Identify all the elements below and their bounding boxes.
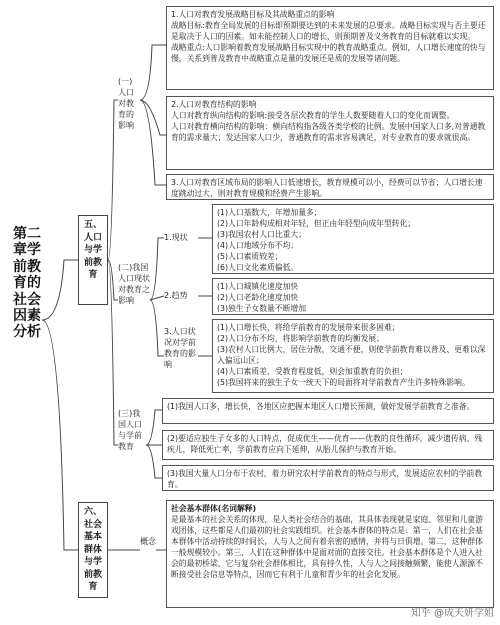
p1-box2-para-1: 人口对教育纵向结构的影响:接受各层次教育的学生人数要随着人口的变化而调整。	[171, 111, 455, 120]
section-6-title: 六、社会基本群体与学前教育	[78, 502, 108, 598]
p2-sub1-items	[212, 204, 494, 274]
list-item: (4)人口素质差、受教育程度低，则会加重教育的负担；	[217, 367, 408, 376]
concept-label: 概念	[140, 537, 156, 546]
p3-box3-text: (3)我国大量人口分布于农村，着力研究农村学前教育的特点与形式，发展适应农村的学前教育。	[167, 469, 483, 489]
p2-sub2-label: 2.趋势	[164, 291, 188, 300]
p2-sub1-label: 1.现状	[164, 233, 188, 242]
section-5-title: 五、人口与学前教育	[78, 215, 108, 305]
list-item: (2)人口分布不均，将影响学前教育的均衡发展；	[217, 334, 384, 343]
p3-box-1	[162, 398, 494, 424]
p3-box2-text: (2)要适应独生子女多的人口特点，促成优生——优育——优教的良性循环，减少遗传病、残疾儿，降低死亡率，学前教育应向下延伸，从胎儿保护与教育开始。	[167, 434, 483, 454]
p3-box-2	[162, 430, 494, 460]
p1-box1-heading: 1.人口对教育发展战略目标及其战略重点的影响	[171, 10, 335, 19]
concept-box	[166, 500, 494, 608]
list-item: (2)人口老龄化速度加快	[217, 293, 299, 302]
list-item: (2)人口年龄构成相对年轻，但正由年轻型向成年型转化；	[217, 219, 416, 228]
list-item: (3)独生子女数量不断增加	[217, 304, 307, 313]
p3-box-3	[162, 465, 494, 491]
p1-box-2	[166, 96, 494, 170]
p1-box-3	[166, 174, 494, 200]
list-item: (1)人口城镇化速度加快	[217, 282, 299, 291]
chapter-title: 第二章学前教育的社会因素分析	[13, 226, 41, 341]
subsection-p2-label: (二)我国人口现状对教育之影响	[118, 263, 150, 305]
p1-box1-para-1: 战略目标:教育全局发展的目标即预期要达到的未来发展的总要求。战略目标实现与否主要还是取决于人口的因素。如未能控制人口的增长，则预期普及义务教育的目标就难以实现。	[171, 21, 486, 41]
p2-sub3-label: 3.人口状况对学前教育的影响	[164, 327, 196, 369]
p1-box3-text: 3.人口对教育区域布局的影响人口低速增长，教育规模可以小，经费可以节省；人口增长速度跳动过大，则对教育规模和经费产生影响。	[171, 178, 483, 198]
list-item: (6)人口文化素质偏低。	[217, 263, 299, 272]
list-item: (4)人口地域分布不均；	[217, 241, 299, 250]
list-item: (1)人口增长快，将给学前教育的发展带来很多困难；	[217, 323, 400, 332]
list-item: (3)农村人口比例大，居住分散，交通不便，则使学前教育难以普及、更难以深入偏远山区；	[217, 345, 486, 365]
p1-box2-para-2: 人口对教育横向结构的影响：横向结构指各级各类学校的比例。发展中国家人口多,对普通教育的需求量大；发达国家人口少，普通教育的需求容易满足，对专业教育的要求就很高。	[171, 122, 486, 142]
p3-box1-text: (1)我国人口多，增长快，各地区应把握本地区人口增长预测，做好发展学前教育之准备。	[167, 402, 475, 411]
watermark: 知乎 @成天妍学姐	[410, 608, 494, 619]
p1-box1-para-2: 战略重点:人口影响着教育发展战略目标实现中的教育战略重点。例如，人口增长速度的快与慢，关系到普及教育中战略重点是量的发展还是质的发展等诸问题。	[171, 43, 486, 63]
subsection-p1-label: (一)人口对教育的影响	[118, 77, 134, 130]
list-item: (1)人口基数大，年增加量多；	[217, 208, 322, 217]
list-item: (5)人口素质较差；	[217, 252, 283, 261]
p1-box-1	[166, 6, 494, 90]
subsection-p3-label: (三)我国人口与学前教育	[118, 409, 142, 451]
p2-sub3-items	[212, 319, 494, 393]
p1-box2-heading: 2.人口对教育结构的影响	[171, 100, 257, 109]
list-item: (3)我国农村人口比重大；	[217, 230, 307, 239]
list-item: (5)我国将来的独生子女一统天下的局面将对学前教育产生许多特殊影响。	[217, 378, 470, 387]
p2-sub2-items	[212, 278, 494, 315]
concept-heading: 社会基本群体(名词解释)	[171, 504, 257, 513]
concept-body: 是最基本的社会关系的体现，是人类社会结合的基础，其具体表现就是家庭、邻里和儿童游戏团体，这些都是人们最初的社会实践组织。社会基本群体的特点是：第一，人们在社会基本群体中活动持续的时间长，人与人之间有着亲密的感情，并将与日俱增。第二，这种群体一般规模较小。第三，人们在这种群体中是面对面的直接交往。社会基本群体是个人进入社会的最初桥梁，它与复杂社会群体相比，具有持久性，人与人之间接触频繁，能使人源源不断接受社会信息等特点，因而它有利于儿童和青少年的社会化发展。	[171, 515, 483, 579]
